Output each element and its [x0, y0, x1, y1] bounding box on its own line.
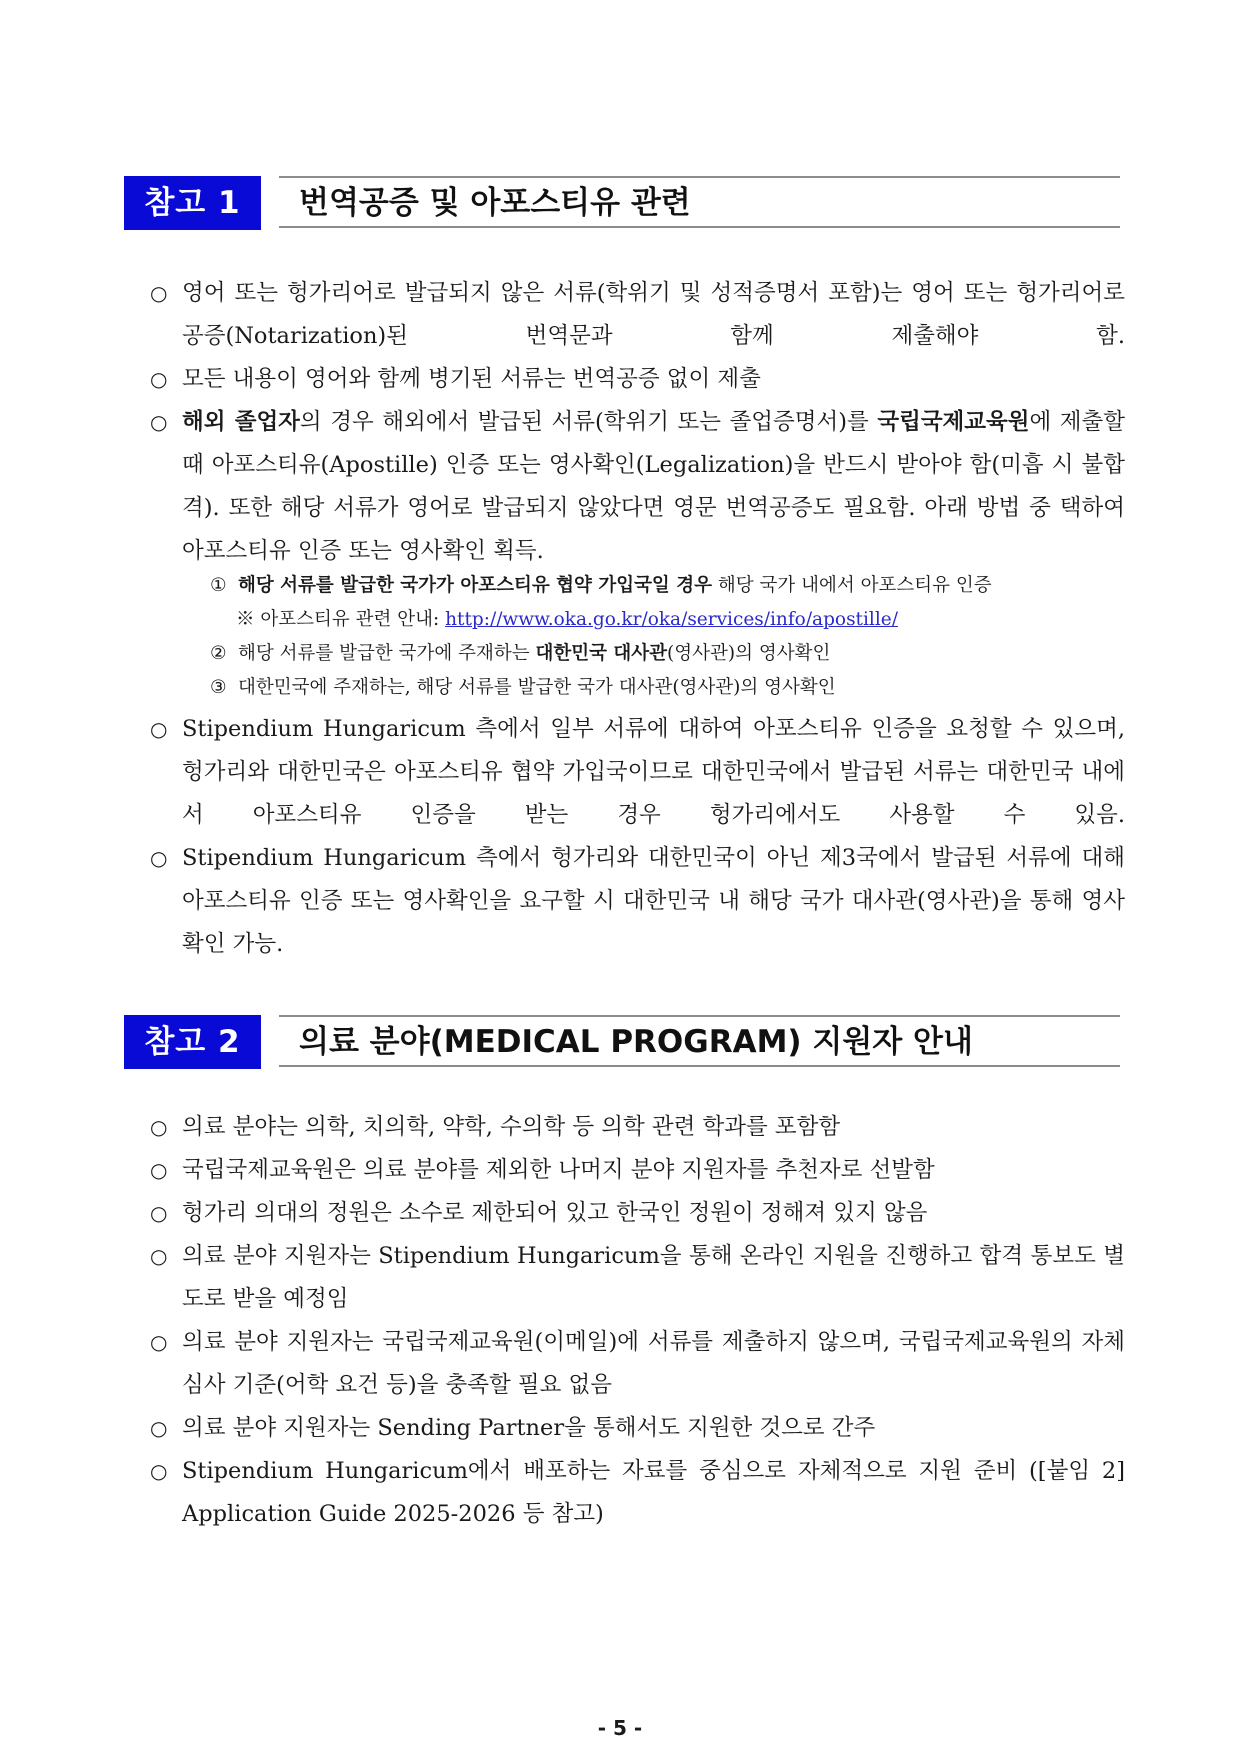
- sub-item-bold: 해당 서류를 발급한 국가가 아포스티유 협약 가입국일 경우: [238, 575, 712, 596]
- list-item: [150, 1192, 1125, 1235]
- bullet-icon: ○: [150, 1416, 168, 1440]
- sub-item-number: ①: [210, 575, 227, 596]
- item-text: 국립국제교육원은 의료 분야를 제외한 나머지 분야 지원자를 추천자로 선발함: [182, 1157, 935, 1183]
- bullet-icon: ○: [150, 367, 168, 391]
- section-2-title-box: [279, 1015, 1120, 1067]
- bullet-icon: ○: [150, 1201, 168, 1225]
- item-text: 의료 분야 지원자는 Sending Partner을 통해서도 지원한 것으로 간주: [182, 1415, 876, 1441]
- list-item: [150, 358, 1125, 401]
- bullet-icon: ○: [150, 1115, 168, 1139]
- list-item: [150, 401, 1125, 573]
- list-item: [150, 837, 1125, 966]
- bullet-icon: ○: [150, 717, 168, 741]
- sub-item: [210, 672, 1125, 704]
- item-text: 의료 분야 지원자는 국립국제교육원(이메일)에 서류를 제출하지 않으며, 국립국제교육원의 자체 심사 기준(어학 요건 등)을 충족할 필요 없음: [182, 1329, 1125, 1398]
- item-bold-text: 국립국제교육원: [877, 409, 1030, 435]
- bullet-icon: ○: [150, 1330, 168, 1354]
- item-text: Stipendium Hungaricum 측에서 일부 서류에 대하여 아포스티유 인증을 요청할 수 있으며, 헝가리와 대한민국은 아포스티유 협약 가입국이므로 대한민국에서 발급된 서류는 대한민국 내에서 아포스티유 인증을 받는 경우 헝가리에서도 사용할 수 있음.: [182, 716, 1125, 828]
- item-text: [182, 401, 1125, 573]
- sub-item-text: 해당 서류를 발급한 국가에 주재하는: [238, 643, 536, 664]
- bullet-icon: ○: [150, 1244, 168, 1268]
- sub-item: [210, 638, 1125, 670]
- item-text-part: 의 경우 해외에서 발급된 서류(학위기 또는 졸업증명서)를: [299, 409, 878, 435]
- list-item: [150, 272, 1125, 358]
- item-bold-text: 해외 졸업자: [182, 409, 300, 435]
- item-text: 영어 또는 헝가리어로 발급되지 않은 서류(학위기 및 성적증명서 포함)는 영어 또는 헝가리어로 공증(Notarization)된 번역문과 함께 제출해야 함.: [182, 280, 1125, 349]
- apostille-note: [236, 604, 898, 636]
- bullet-icon: ○: [150, 846, 168, 870]
- apostille-link[interactable]: http://www.oka.go.kr/oka/services/info/apostille/: [445, 609, 898, 630]
- item-text-part: 에 제출할 때 아포스티유(Apostille) 인증 또는 영사확인(Legalization)을 반드시 받아야 함(미흡 시 불합격). 또한 해당 서류가 영어로 발급되지 않았다면 영문 번역공증도 필요함. 아래 방법 중 택하여 아포스티유 인증 또는 영사확인 획득.: [182, 409, 1126, 564]
- section-1-header: [124, 176, 1120, 230]
- item-text: Stipendium Hungaricum 측에서 헝가리와 대한민국이 아닌 제3국에서 발급된 서류에 대해 아포스티유 인증 또는 영사확인을 요구할 시 대한민국 내 해당 국가 대사관(영사관)을 통해 영사확인 가능.: [182, 845, 1125, 957]
- note-label: ※ 아포스티유 관련 안내:: [236, 609, 446, 630]
- list-item: [150, 1321, 1125, 1407]
- section-1-title-box: [279, 176, 1120, 228]
- section-2-header: [124, 1015, 1120, 1069]
- list-item: [150, 1235, 1125, 1321]
- bullet-icon: ○: [150, 410, 168, 434]
- sub-item-bold: 대한민국 대사관: [535, 643, 668, 664]
- sub-item-text: 해당 국가 내에서 아포스티유 인증: [712, 575, 992, 596]
- item-text: Stipendium Hungaricum에서 배포하는 자료를 중심으로 자체적으로 지원 준비 ([붙임 2] Application Guide 2025-2026 등 참고): [182, 1458, 1125, 1527]
- sub-item: [210, 570, 1125, 602]
- section-1-title: 번역공증 및 아포스티유 관련: [299, 185, 691, 221]
- list-item: [150, 1450, 1125, 1536]
- item-text: 의료 분야는 의학, 치의학, 약학, 수의학 등 의학 관련 학과를 포함함: [182, 1114, 841, 1140]
- bullet-icon: ○: [150, 1459, 168, 1483]
- page-number: - 5 -: [597, 1716, 643, 1740]
- item-text: 의료 분야 지원자는 Stipendium Hungaricum을 통해 온라인 지원을 진행하고 합격 통보도 별도로 받을 예정임: [182, 1243, 1125, 1312]
- bullet-icon: ○: [150, 281, 168, 305]
- sub-item-text: 대한민국에 주재하는, 해당 서류를 발급한 국가 대사관(영사관)의 영사확인: [238, 677, 836, 698]
- section-1-badge: 참고 1: [124, 176, 261, 230]
- sub-item-number: ②: [210, 643, 227, 664]
- sub-item-text: (영사관)의 영사확인: [667, 643, 831, 664]
- item-text: 모든 내용이 영어와 함께 병기된 서류는 번역공증 없이 제출: [182, 366, 761, 392]
- sub-item-number: ③: [210, 677, 227, 698]
- section-2-title: 의료 분야(MEDICAL PROGRAM) 지원자 안내: [299, 1024, 973, 1060]
- list-item: [150, 1407, 1125, 1450]
- bullet-icon: ○: [150, 1158, 168, 1182]
- list-item: [150, 1149, 1125, 1192]
- section-2-badge: 참고 2: [124, 1015, 261, 1069]
- list-item: [150, 708, 1125, 837]
- item-text: 헝가리 의대의 정원은 소수로 제한되어 있고 한국인 정원이 정해져 있지 않음: [182, 1200, 928, 1226]
- list-item: [150, 1106, 1125, 1149]
